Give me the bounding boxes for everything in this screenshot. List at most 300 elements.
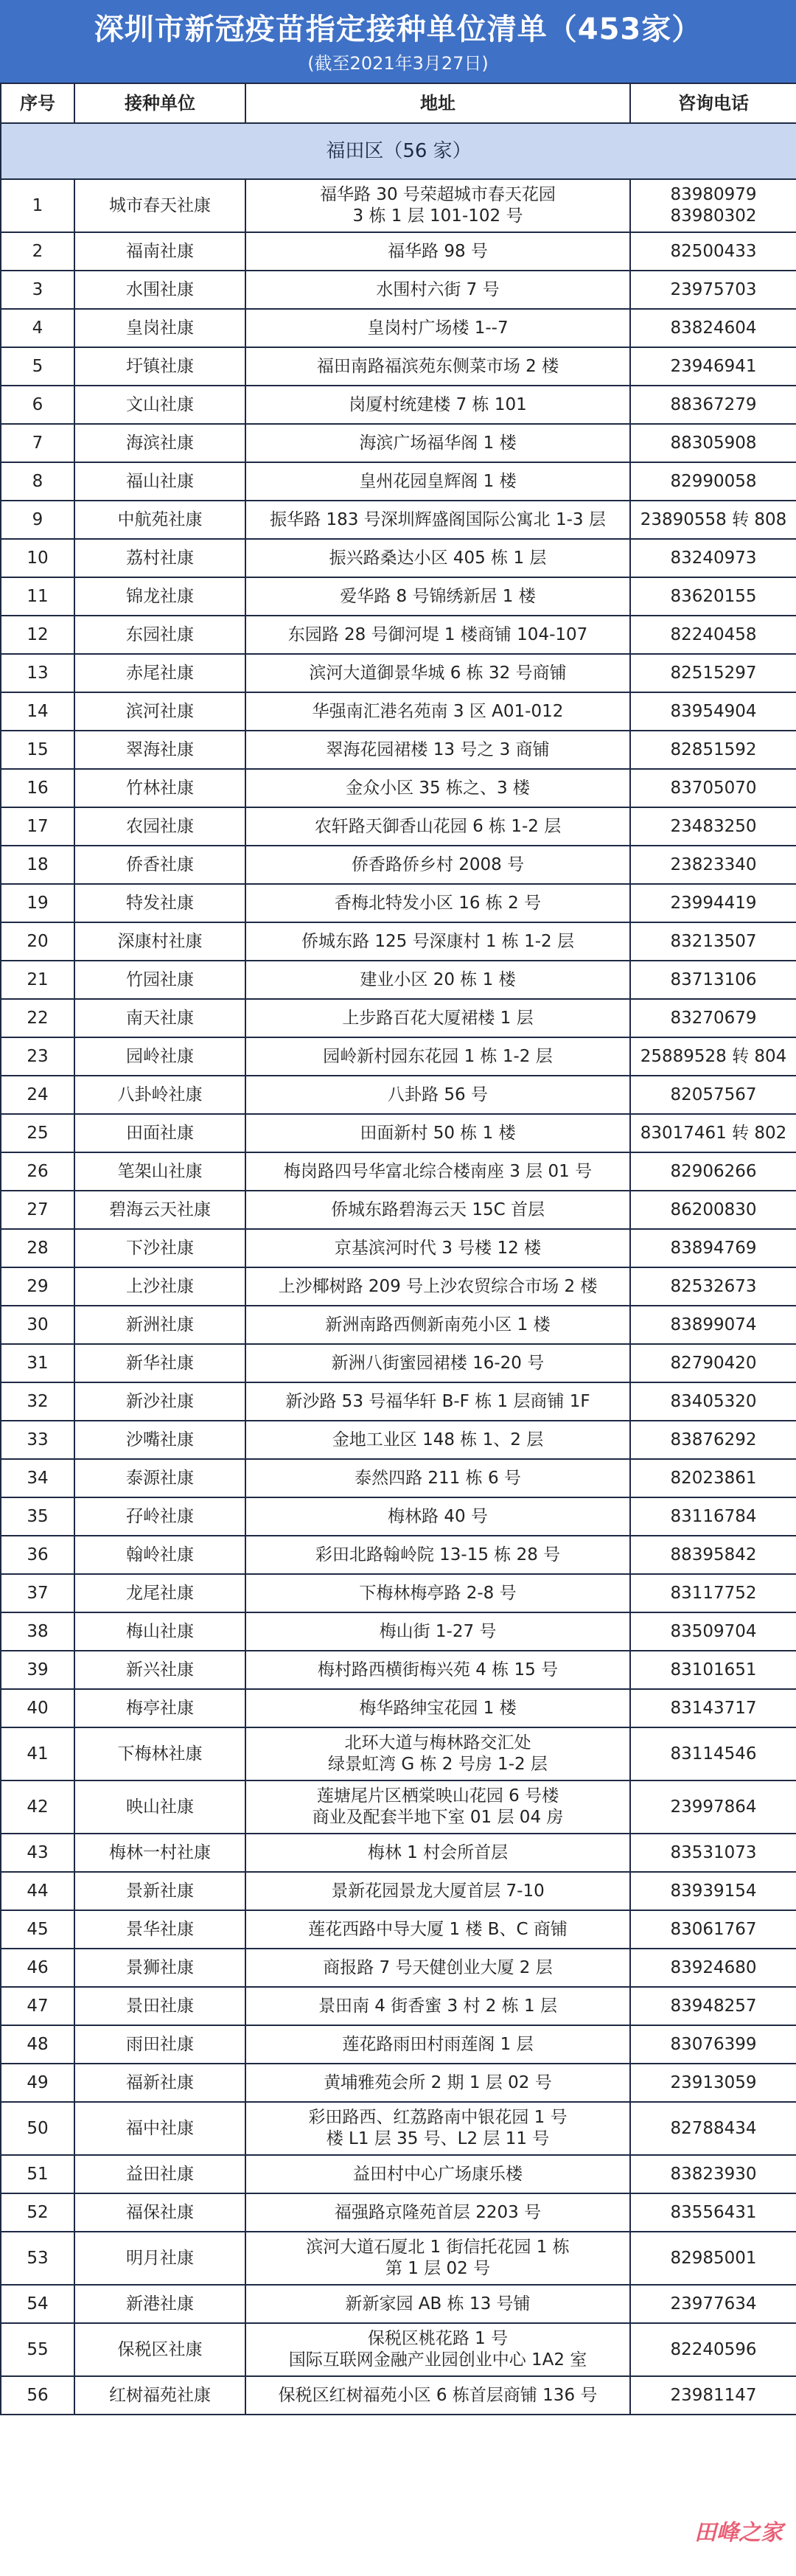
row-number: 41 xyxy=(1,1727,74,1780)
row-unit-name: 城市春天社康 xyxy=(74,179,245,232)
table-row xyxy=(1,731,796,769)
table-row xyxy=(1,271,796,309)
address-line: 北环大道与梅林路交汇处 xyxy=(344,1733,531,1752)
row-phone xyxy=(630,2102,796,2155)
row-unit-name: 中航苑社康 xyxy=(74,501,245,539)
phone-number: 83980302 xyxy=(670,206,757,226)
row-address xyxy=(245,1382,630,1421)
table-row xyxy=(1,2323,796,2376)
row-unit-name: 梅山社康 xyxy=(74,1612,245,1651)
row-unit-name: 明月社康 xyxy=(74,2232,245,2285)
row-phone xyxy=(630,2285,796,2323)
row-address xyxy=(245,577,630,616)
district-section-row xyxy=(1,123,796,179)
row-phone xyxy=(630,731,796,769)
phone-number: 82790420 xyxy=(670,1353,757,1373)
row-number: 17 xyxy=(1,807,74,846)
phone-number: 83117752 xyxy=(670,1583,757,1603)
row-number: 30 xyxy=(1,1306,74,1344)
row-address xyxy=(245,1689,630,1727)
row-number: 36 xyxy=(1,1536,74,1574)
address-line: 华强南汇港名苑南 3 区 A01-012 xyxy=(312,701,564,721)
row-number: 51 xyxy=(1,2155,74,2193)
row-unit-name: 梅亭社康 xyxy=(74,1689,245,1727)
row-address xyxy=(245,309,630,347)
row-number: 5 xyxy=(1,347,74,386)
phone-number: 82788434 xyxy=(670,2118,757,2138)
row-number: 31 xyxy=(1,1344,74,1382)
address-line: 上沙椰树路 209 号上沙农贸综合市场 2 楼 xyxy=(278,1276,598,1296)
address-line: 梅林路 40 号 xyxy=(388,1506,488,1526)
address-line: 香梅北特发小区 16 栋 2 号 xyxy=(334,893,542,913)
address-line: 梅林 1 村会所首层 xyxy=(367,1842,509,1862)
row-phone xyxy=(630,386,796,424)
row-address xyxy=(245,1536,630,1574)
row-phone xyxy=(630,1037,796,1076)
row-phone xyxy=(630,1727,796,1780)
row-number: 53 xyxy=(1,2232,74,2285)
row-number: 16 xyxy=(1,769,74,807)
row-unit-name: 映山社康 xyxy=(74,1780,245,1834)
row-unit-name: 保税区社康 xyxy=(74,2323,245,2376)
phone-number: 83980979 xyxy=(670,185,757,204)
row-number: 12 xyxy=(1,616,74,654)
row-address xyxy=(245,1834,630,1872)
address-line: 国际互联网金融产业园创业中心 1A2 室 xyxy=(288,2350,587,2370)
row-address xyxy=(245,539,630,577)
row-address xyxy=(245,1114,630,1152)
address-line: 下梅林梅亭路 2-8 号 xyxy=(359,1583,517,1603)
row-address xyxy=(245,1612,630,1651)
row-number: 39 xyxy=(1,1651,74,1689)
row-unit-name: 福山社康 xyxy=(74,462,245,501)
table-row xyxy=(1,2285,796,2323)
address-line: 翠海花园裙楼 13 号之 3 商铺 xyxy=(326,739,550,759)
row-number: 24 xyxy=(1,1076,74,1114)
row-phone xyxy=(630,1191,796,1229)
row-unit-name: 笔架山社康 xyxy=(74,1152,245,1191)
row-unit-name: 沙嘴社康 xyxy=(74,1421,245,1459)
row-address xyxy=(245,1267,630,1306)
row-unit-name: 翠海社康 xyxy=(74,731,245,769)
phone-number: 82851592 xyxy=(670,739,757,759)
row-address xyxy=(245,232,630,271)
address-line: 福强路京隆苑首层 2203 号 xyxy=(334,2202,542,2222)
row-unit-name: 碧海云天社康 xyxy=(74,1191,245,1229)
table-row xyxy=(1,501,796,539)
row-phone xyxy=(630,1459,796,1497)
page-title: 深圳市新冠疫苗指定接种单位清单（453家） xyxy=(94,13,702,46)
row-phone xyxy=(630,1574,796,1612)
phone-number: 23977634 xyxy=(670,2294,757,2314)
row-address xyxy=(245,1910,630,1949)
row-phone xyxy=(630,1872,796,1910)
phone-number: 83101651 xyxy=(670,1660,757,1679)
table-row xyxy=(1,577,796,616)
table-row xyxy=(1,616,796,654)
row-phone xyxy=(630,769,796,807)
row-address xyxy=(245,1949,630,1987)
row-unit-name: 红树福苑社康 xyxy=(74,2376,245,2415)
phone-number: 83713106 xyxy=(670,970,757,989)
table-row xyxy=(1,922,796,961)
row-unit-name: 文山社康 xyxy=(74,386,245,424)
table-row xyxy=(1,1459,796,1497)
row-number: 52 xyxy=(1,2193,74,2232)
row-phone xyxy=(630,1344,796,1382)
row-address xyxy=(245,2025,630,2064)
phone-number: 83061767 xyxy=(670,1919,757,1939)
phone-number: 83213507 xyxy=(670,931,757,951)
table-row xyxy=(1,1497,796,1536)
row-number: 10 xyxy=(1,539,74,577)
row-number: 15 xyxy=(1,731,74,769)
table-row xyxy=(1,1536,796,1574)
table-row xyxy=(1,1612,796,1651)
table-row xyxy=(1,1727,796,1780)
table-row xyxy=(1,846,796,884)
table-row xyxy=(1,1152,796,1191)
phone-number: 83954904 xyxy=(670,701,757,721)
phone-number: 82057567 xyxy=(670,1085,757,1104)
address-line: 商业及配套半地下室 01 层 04 房 xyxy=(312,1808,564,1827)
row-unit-name: 水围社康 xyxy=(74,271,245,309)
table-row xyxy=(1,1382,796,1421)
address-line: 爱华路 8 号锦绣新居 1 楼 xyxy=(340,586,536,606)
table-row xyxy=(1,2064,796,2102)
row-number: 37 xyxy=(1,1574,74,1612)
address-line: 侨香路侨乡村 2008 号 xyxy=(351,854,525,874)
row-number: 56 xyxy=(1,2376,74,2415)
row-phone xyxy=(630,2025,796,2064)
phone-number: 23823340 xyxy=(670,854,757,874)
phone-number: 83405320 xyxy=(670,1391,757,1411)
row-unit-name: 新沙社康 xyxy=(74,1382,245,1421)
row-address xyxy=(245,1306,630,1344)
address-line: 彩田路西、红荔路南中银花园 1 号 xyxy=(308,2108,568,2127)
row-phone xyxy=(630,1949,796,1987)
row-phone xyxy=(630,1536,796,1574)
row-phone xyxy=(630,1306,796,1344)
table-row xyxy=(1,386,796,424)
row-phone xyxy=(630,2323,796,2376)
address-line: 梅华路绅宝花园 1 楼 xyxy=(359,1698,517,1718)
row-phone xyxy=(630,922,796,961)
table-row xyxy=(1,2376,796,2415)
row-address xyxy=(245,846,630,884)
phone-number: 83705070 xyxy=(670,778,757,798)
table-row xyxy=(1,1267,796,1306)
row-number: 28 xyxy=(1,1229,74,1267)
address-line: 第 1 层 02 号 xyxy=(385,2259,491,2278)
address-line: 景田南 4 街香蜜 3 村 2 栋 1 层 xyxy=(318,1996,558,2016)
table-row xyxy=(1,999,796,1037)
row-address xyxy=(245,999,630,1037)
address-line: 新洲南路西侧新南苑小区 1 楼 xyxy=(325,1315,551,1334)
table-row xyxy=(1,2025,796,2064)
district-section-label: 福田区（56 家） xyxy=(1,123,796,179)
address-line: 3 栋 1 层 101-102 号 xyxy=(352,206,523,226)
table-row xyxy=(1,1306,796,1344)
address-line: 绿景虹湾 G 栋 2 号房 1-2 层 xyxy=(328,1755,548,1774)
row-number: 35 xyxy=(1,1497,74,1536)
row-unit-name: 景新社康 xyxy=(74,1872,245,1910)
row-address xyxy=(245,807,630,846)
row-number: 48 xyxy=(1,2025,74,2064)
address-line: 梅岗路四号华富北综合楼南座 3 层 01 号 xyxy=(283,1161,593,1181)
phone-number: 82906266 xyxy=(670,1161,757,1181)
row-number: 14 xyxy=(1,692,74,731)
column-header-address: 地址 xyxy=(245,83,630,123)
phone-number: 23946941 xyxy=(670,356,757,376)
row-unit-name: 孖岭社康 xyxy=(74,1497,245,1536)
row-number: 22 xyxy=(1,999,74,1037)
row-phone xyxy=(630,1612,796,1651)
table-row xyxy=(1,769,796,807)
row-phone xyxy=(630,179,796,232)
row-phone xyxy=(630,462,796,501)
row-unit-name: 上沙社康 xyxy=(74,1267,245,1306)
row-number: 3 xyxy=(1,271,74,309)
row-phone xyxy=(630,1987,796,2025)
row-address xyxy=(245,424,630,462)
phone-number: 83620155 xyxy=(670,586,757,606)
address-line: 景新花园景龙大厦首层 7-10 xyxy=(331,1881,545,1901)
row-phone xyxy=(630,271,796,309)
row-address xyxy=(245,1229,630,1267)
phone-number: 82240596 xyxy=(670,2339,757,2359)
row-phone xyxy=(630,1910,796,1949)
row-phone xyxy=(630,2232,796,2285)
row-unit-name: 新港社康 xyxy=(74,2285,245,2323)
phone-number: 23975703 xyxy=(670,279,757,299)
phone-number: 83948257 xyxy=(670,1996,757,2016)
watermark-logo: 田峰之家 xyxy=(694,2520,783,2546)
row-address xyxy=(245,2323,630,2376)
address-line: 保税区红树福苑小区 6 栋首层商铺 136 号 xyxy=(278,2385,598,2405)
table-row xyxy=(1,424,796,462)
row-number: 33 xyxy=(1,1421,74,1459)
row-address xyxy=(245,2102,630,2155)
phone-number: 83824604 xyxy=(670,318,757,338)
address-line: 莲塘尾片区栖棠映山花园 6 号楼 xyxy=(316,1786,559,1806)
row-address xyxy=(245,731,630,769)
phone-number: 88305908 xyxy=(670,433,757,453)
row-unit-name: 景华社康 xyxy=(74,1910,245,1949)
row-number: 44 xyxy=(1,1872,74,1910)
row-phone xyxy=(630,1152,796,1191)
row-unit-name: 东园社康 xyxy=(74,616,245,654)
address-line: 侨城东路 125 号深康村 1 栋 1-2 层 xyxy=(301,931,574,951)
column-header-phone: 咨询电话 xyxy=(630,83,796,123)
phone-number: 83076399 xyxy=(670,2034,757,2054)
row-phone xyxy=(630,999,796,1037)
phone-number: 82500433 xyxy=(670,241,757,261)
address-line: 海滨广场福华阁 1 楼 xyxy=(359,433,517,453)
row-number: 47 xyxy=(1,1987,74,2025)
phone-number: 23890558 转 808 xyxy=(640,509,787,529)
address-line: 皇岗村广场楼 1--7 xyxy=(367,318,509,338)
row-phone xyxy=(630,692,796,731)
row-address xyxy=(245,462,630,501)
row-unit-name: 新兴社康 xyxy=(74,1651,245,1689)
row-unit-name: 梅林一村社康 xyxy=(74,1834,245,1872)
address-line: 莲花路雨田村雨莲阁 1 层 xyxy=(342,2034,534,2054)
row-unit-name: 福南社康 xyxy=(74,232,245,271)
row-unit-name: 泰源社康 xyxy=(74,1459,245,1497)
table-row xyxy=(1,884,796,922)
row-phone xyxy=(630,807,796,846)
address-line: 东园路 28 号御河堤 1 楼商铺 104-107 xyxy=(287,624,588,644)
table-row xyxy=(1,654,796,692)
row-phone xyxy=(630,1780,796,1834)
phone-number: 82240458 xyxy=(670,624,757,644)
row-number: 55 xyxy=(1,2323,74,2376)
phone-number: 23483250 xyxy=(670,816,757,836)
table-header-row xyxy=(1,83,796,123)
phone-number: 83531073 xyxy=(670,1842,757,1862)
address-line: 京基滨河时代 3 号楼 12 楼 xyxy=(334,1238,542,1258)
row-unit-name: 侨香社康 xyxy=(74,846,245,884)
table-row xyxy=(1,462,796,501)
row-address xyxy=(245,2285,630,2323)
row-number: 34 xyxy=(1,1459,74,1497)
phone-number: 88367279 xyxy=(670,394,757,414)
row-unit-name: 雨田社康 xyxy=(74,2025,245,2064)
row-address xyxy=(245,1152,630,1191)
column-header-no: 序号 xyxy=(1,83,74,123)
row-number: 26 xyxy=(1,1152,74,1191)
address-line: 滨河大道石厦北 1 街信托花园 1 栋 xyxy=(306,2238,570,2257)
row-unit-name: 景田社康 xyxy=(74,1987,245,2025)
address-line: 福华路 30 号荣超城市春天花园 xyxy=(320,185,556,204)
address-line: 侨城东路碧海云天 15C 首层 xyxy=(331,1200,545,1219)
row-address xyxy=(245,1191,630,1229)
row-address xyxy=(245,1076,630,1114)
row-phone xyxy=(630,1267,796,1306)
row-unit-name: 竹园社康 xyxy=(74,961,245,999)
row-phone xyxy=(630,654,796,692)
phone-number: 82532673 xyxy=(670,1276,757,1296)
phone-number: 83017461 转 802 xyxy=(640,1123,787,1143)
phone-number: 83823930 xyxy=(670,2164,757,2184)
row-number: 40 xyxy=(1,1689,74,1727)
table-row xyxy=(1,1229,796,1267)
table-row xyxy=(1,1574,796,1612)
row-number: 23 xyxy=(1,1037,74,1076)
row-unit-name: 深康村社康 xyxy=(74,922,245,961)
row-phone xyxy=(630,1834,796,1872)
vaccination-sites-table xyxy=(0,83,796,2415)
row-unit-name: 福中社康 xyxy=(74,2102,245,2155)
address-line: 田面新村 50 栋 1 楼 xyxy=(360,1123,516,1143)
address-line: 岗厦村统建楼 7 栋 101 xyxy=(349,394,527,414)
address-line: 商报路 7 号天健创业大厦 2 层 xyxy=(323,1957,553,1977)
row-address xyxy=(245,1727,630,1780)
table-row xyxy=(1,539,796,577)
address-line: 上步路百花大厦裙楼 1 层 xyxy=(342,1008,534,1028)
row-phone xyxy=(630,846,796,884)
row-address xyxy=(245,1459,630,1497)
row-unit-name: 圩镇社康 xyxy=(74,347,245,386)
table-row xyxy=(1,2155,796,2193)
table-row xyxy=(1,692,796,731)
phone-number: 83116784 xyxy=(670,1506,757,1526)
address-line: 福华路 98 号 xyxy=(388,241,488,261)
phone-number: 83924680 xyxy=(670,1957,757,1977)
row-address xyxy=(245,2376,630,2415)
address-line: 振华路 183 号深圳辉盛阁国际公寓北 1-3 层 xyxy=(270,509,606,529)
table-row xyxy=(1,1834,796,1872)
table-row xyxy=(1,309,796,347)
row-number: 11 xyxy=(1,577,74,616)
row-address xyxy=(245,1037,630,1076)
phone-number: 83509704 xyxy=(670,1621,757,1641)
table-row xyxy=(1,1689,796,1727)
row-address xyxy=(245,1780,630,1834)
row-phone xyxy=(630,309,796,347)
row-number: 13 xyxy=(1,654,74,692)
row-address xyxy=(245,884,630,922)
table-row xyxy=(1,179,796,232)
row-unit-name: 农园社康 xyxy=(74,807,245,846)
row-phone xyxy=(630,961,796,999)
phone-number: 83114546 xyxy=(670,1744,757,1764)
address-line: 楼 L1 层 35 号、L2 层 11 号 xyxy=(326,2129,550,2148)
table-row xyxy=(1,961,796,999)
table-row xyxy=(1,1421,796,1459)
row-phone xyxy=(630,577,796,616)
row-number: 8 xyxy=(1,462,74,501)
row-number: 29 xyxy=(1,1267,74,1306)
address-line: 建业小区 20 栋 1 楼 xyxy=(360,970,516,989)
row-phone xyxy=(630,1421,796,1459)
row-unit-name: 福保社康 xyxy=(74,2193,245,2232)
address-line: 莲花西路中导大厦 1 楼 B、C 商铺 xyxy=(308,1919,568,1939)
table-row xyxy=(1,1344,796,1382)
table-row xyxy=(1,807,796,846)
row-unit-name: 锦龙社康 xyxy=(74,577,245,616)
row-number: 21 xyxy=(1,961,74,999)
table-row xyxy=(1,1191,796,1229)
row-phone xyxy=(630,539,796,577)
row-address xyxy=(245,1872,630,1910)
address-line: 保税区桃花路 1 号 xyxy=(367,2329,509,2348)
row-unit-name: 竹林社康 xyxy=(74,769,245,807)
phone-number: 25889528 转 804 xyxy=(640,1046,787,1066)
row-phone xyxy=(630,1382,796,1421)
row-number: 1 xyxy=(1,179,74,232)
row-unit-name: 特发社康 xyxy=(74,884,245,922)
row-number: 38 xyxy=(1,1612,74,1651)
column-header-unit: 接种单位 xyxy=(74,83,245,123)
row-address xyxy=(245,501,630,539)
row-unit-name: 皇岗社康 xyxy=(74,309,245,347)
row-phone xyxy=(630,2064,796,2102)
row-phone xyxy=(630,1689,796,1727)
phone-number: 82023861 xyxy=(670,1468,757,1488)
row-number: 19 xyxy=(1,884,74,922)
address-line: 益田村中心广场康乐楼 xyxy=(353,2164,523,2184)
row-number: 54 xyxy=(1,2285,74,2323)
row-address xyxy=(245,347,630,386)
row-unit-name: 益田社康 xyxy=(74,2155,245,2193)
phone-number: 86200830 xyxy=(670,1200,757,1219)
row-unit-name: 景狮社康 xyxy=(74,1949,245,1987)
row-number: 18 xyxy=(1,846,74,884)
address-line: 金地工业区 148 栋 1、2 层 xyxy=(332,1430,544,1449)
address-line: 八卦路 56 号 xyxy=(388,1085,488,1104)
